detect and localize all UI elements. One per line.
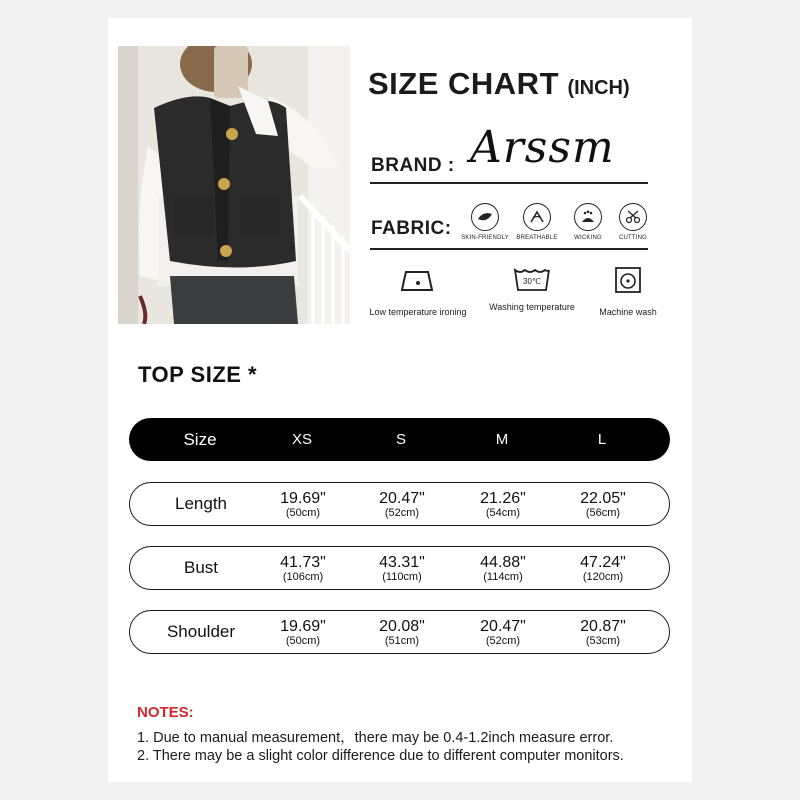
table-cell [453,547,553,589]
table-cell [352,611,452,653]
page-title [368,66,630,102]
value-inch: 41.73" [280,553,326,571]
value-cm: (110cm) [382,570,422,583]
header-cell [452,418,552,461]
care-washing-temperature [476,266,588,312]
value-cm: (53cm) [585,634,621,647]
value-cm: (52cm) [485,634,521,647]
header-cell [351,418,451,461]
header-label: L [597,431,607,448]
value-inch: 19.69" [280,617,326,635]
value-inch: 21.26" [480,489,526,507]
fabric-feature-label: WICKING [574,235,602,241]
fabric-feature-label: BREATHABLE [516,235,558,241]
value-inch: 20.47" [379,489,425,507]
value-cm: (50cm) [285,506,321,519]
care-machine-wash [592,266,664,317]
value-cm: (50cm) [285,634,321,647]
table-row [129,482,670,526]
skin-friendly-icon [471,203,499,231]
care-label: Machine wash [599,307,657,317]
table-cell [553,547,653,589]
row-name: Length [175,494,227,513]
value-cm: (120cm) [582,570,624,583]
fabric-feature-label: SKIN-FRIENDLY [461,235,509,241]
header-label: S [395,431,406,448]
iron-icon [398,266,438,294]
title-text: SIZE CHART [368,66,559,101]
brand-label: BRAND : [371,155,455,176]
value-cm: (106cm) [282,570,324,583]
brand-logo: Arssm [470,122,615,173]
header-cell [252,418,352,461]
row-name: Shoulder [166,622,236,641]
fabric-feature-skin-friendly [455,203,515,241]
fabric-label: FABRIC: [371,218,452,239]
size-table-header [129,418,670,461]
value-cm: (54cm) [485,506,521,519]
table-cell [553,611,653,653]
fabric-underline [370,248,648,250]
row-label [151,483,251,525]
breathable-icon [523,203,551,231]
table-row [129,610,670,654]
header-label: M [495,431,509,448]
value-cm: (51cm) [384,634,420,647]
row-label [151,547,251,589]
brand-underline [370,182,648,184]
row-label [151,611,251,653]
table-row [129,546,670,590]
care-ironing [360,266,476,317]
value-inch: 22.05" [580,489,626,507]
table-cell [553,483,653,525]
wash-basin-icon [512,266,552,294]
note-item: 1. Due to manual measurement，there may be 0.4-1.2inch measure error. [137,730,614,746]
header-cell [552,418,652,461]
notes-title: NOTES: [137,704,194,721]
table-cell [253,483,353,525]
header-cell [150,418,250,461]
value-inch: 20.47" [480,617,526,635]
machine-wash-icon [614,266,642,294]
value-inch: 19.69" [280,489,326,507]
value-inch: 20.08" [379,617,425,635]
size-table-title: TOP SIZE * [138,362,258,387]
value-inch: 20.87" [580,617,626,635]
care-label: Low temperature ironing [369,307,467,317]
value-cm: (114cm) [483,570,523,583]
header-label: Size [183,429,217,449]
wicking-icon [574,203,602,231]
value-cm: (56cm) [585,506,621,519]
value-inch: 44.88" [480,553,526,571]
table-cell [253,547,353,589]
care-label: Washing temperature [489,302,575,312]
table-cell [352,547,452,589]
value-cm: (52cm) [384,506,420,519]
value-inch: 47.24" [580,553,626,571]
title-unit: (INCH) [567,77,630,99]
table-cell [453,611,553,653]
row-name: Bust [183,558,219,577]
product-photo [118,46,350,324]
wash-temperature: 30℃ [523,277,541,286]
fabric-feature-label: CUTTING [618,235,648,241]
note-item: 2. There may be a slight color difference due to different computer monitors. [137,748,624,764]
table-cell [453,483,553,525]
fabric-feature-cutting [603,203,663,241]
header-label: XS [291,431,312,448]
value-inch: 43.31" [379,553,425,571]
table-cell [253,611,353,653]
cutting-icon [619,203,647,231]
table-cell [352,483,452,525]
